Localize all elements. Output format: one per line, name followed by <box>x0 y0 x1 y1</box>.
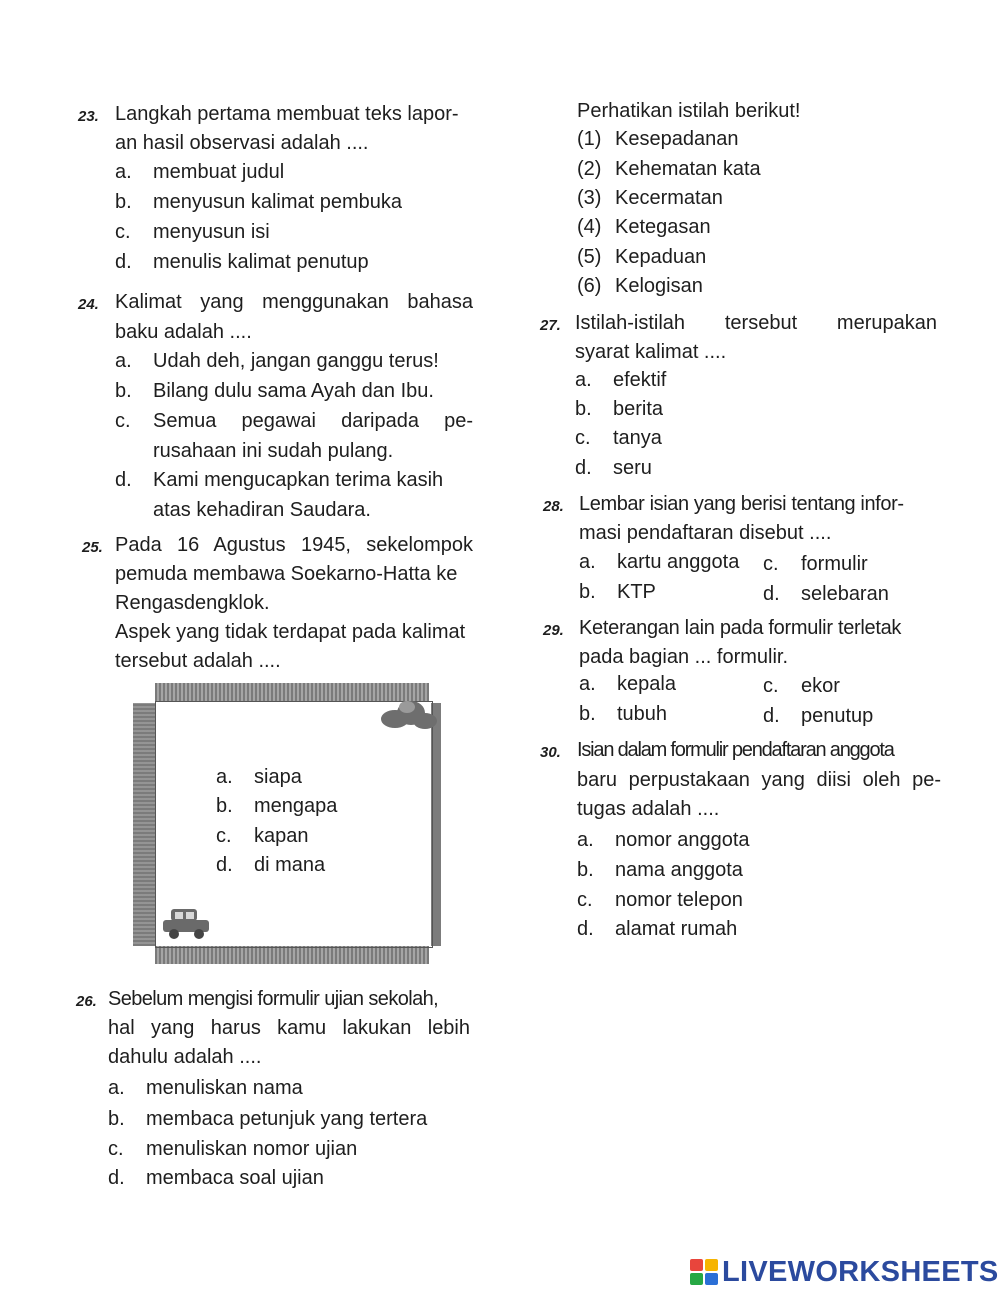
term-text: Kecermatan <box>615 187 723 209</box>
answer-option[interactable] <box>108 1077 303 1100</box>
option-letter: a. <box>115 350 132 372</box>
liveworksheets-watermark[interactable] <box>690 1257 999 1287</box>
option-letter: b. <box>115 191 132 213</box>
question-stem-line: baru perpustakaan yang diisi oleh pe- <box>577 769 941 791</box>
option-letter: d. <box>108 1167 125 1189</box>
answer-option[interactable] <box>115 350 439 373</box>
option-letter: b. <box>579 703 596 725</box>
question-stem-line: Isian dalam formulir pendaftaran anggota <box>577 739 894 761</box>
question-number: 30. <box>540 744 561 761</box>
term-item <box>577 158 761 181</box>
question-stem-line: hal yang harus kamu lakukan lebih <box>108 1017 470 1039</box>
answer-option[interactable] <box>575 369 666 392</box>
answer-option[interactable] <box>115 251 369 274</box>
watermark-text: LIVEWORKSHEETS <box>722 1255 999 1288</box>
option-text: Kami mengucapkan terima kasih <box>153 469 444 491</box>
question-prompt-line: tersebut adalah .... <box>115 650 281 672</box>
answer-option[interactable] <box>108 1108 427 1131</box>
question-stem-line: Istilah-istilah tersebut merupakan <box>575 312 937 334</box>
option-letter: b. <box>577 859 594 881</box>
answer-option[interactable] <box>577 829 750 852</box>
term-number: (5) <box>577 246 602 268</box>
option-text: Udah deh, jangan ganggu terus! <box>153 350 439 372</box>
option-letter: d. <box>763 583 780 605</box>
answer-option[interactable] <box>115 469 443 492</box>
answer-option[interactable] <box>579 551 739 574</box>
question-number: 26. <box>76 993 97 1010</box>
question-number: 24. <box>78 296 99 313</box>
answer-option[interactable] <box>579 581 656 604</box>
question-number: 23. <box>78 108 99 125</box>
question-stem-line: Pada 16 Agustus 1945, sekelompok <box>115 534 473 556</box>
option-text: nomor telepon <box>615 889 743 911</box>
answer-option[interactable] <box>115 380 434 403</box>
option-text: seru <box>613 457 652 479</box>
liveworksheets-logo-icon <box>690 1259 718 1285</box>
option-text: membuat judul <box>153 161 285 183</box>
option-letter: a. <box>108 1077 125 1099</box>
answer-option[interactable] <box>108 1167 324 1190</box>
question-stem-line: masi pendaftaran disebut .... <box>579 522 832 544</box>
question-stem-line: an hasil observasi adalah .... <box>115 132 369 154</box>
option-letter: d. <box>575 457 592 479</box>
option-text: selebaran <box>801 583 889 605</box>
option-text: menulis kalimat penutup <box>153 251 369 273</box>
option-text: kapan <box>254 825 309 847</box>
term-text: Kehematan kata <box>615 158 761 180</box>
question-stem-line: dahulu adalah .... <box>108 1046 262 1068</box>
option-text: nomor anggota <box>615 829 750 851</box>
answer-option[interactable] <box>575 457 652 480</box>
answer-option[interactable] <box>579 673 676 696</box>
answer-option[interactable] <box>115 191 402 214</box>
question-stem-line: Sebelum mengisi formulir ujian sekolah, <box>108 988 439 1010</box>
term-item <box>577 216 711 239</box>
question-stem-line: syarat kalimat .... <box>575 341 727 363</box>
option-letter: d. <box>216 854 233 876</box>
option-text: kartu anggota <box>617 551 740 573</box>
option-text: tubuh <box>617 703 668 725</box>
option-letter: a. <box>577 829 594 851</box>
answer-option[interactable] <box>763 705 873 728</box>
option-letter: b. <box>108 1108 125 1130</box>
option-text: menuliskan nomor ujian <box>146 1138 358 1160</box>
option-letter: d. <box>763 705 780 727</box>
option-text: Semua pegawai daripada pe- <box>153 410 473 432</box>
option-text: kepala <box>617 673 676 695</box>
answer-option[interactable] <box>216 795 337 818</box>
option-text: menuliskan nama <box>146 1077 303 1099</box>
option-text: formulir <box>801 553 868 575</box>
answer-option[interactable] <box>575 427 662 450</box>
option-letter: a. <box>579 673 596 695</box>
question-stem-line: Rengasdengklok. <box>115 592 270 614</box>
term-item <box>577 275 703 298</box>
option-text: siapa <box>254 766 302 788</box>
option-letter: c. <box>216 825 232 847</box>
term-text: Ketegasan <box>615 216 711 238</box>
answer-option[interactable] <box>216 854 325 877</box>
answer-option[interactable] <box>577 889 743 912</box>
option-letter: a. <box>575 369 592 391</box>
term-number: (1) <box>577 128 602 150</box>
option-text: nama anggota <box>615 859 743 881</box>
question-prompt-line: Aspek yang tidak terdapat pada kalimat <box>115 621 466 643</box>
option-letter: d. <box>115 251 132 273</box>
answer-option[interactable] <box>575 398 663 421</box>
option-text-continued: rusahaan ini sudah pulang. <box>153 440 394 462</box>
question-number: 27. <box>540 317 561 334</box>
answer-option[interactable] <box>579 703 667 726</box>
answer-option[interactable] <box>115 221 270 244</box>
car-icon <box>161 907 213 943</box>
option-text: tanya <box>613 427 662 449</box>
option-text: Bilang dulu sama Ayah dan Ibu. <box>153 380 434 402</box>
instruction-heading: Perhatikan istilah berikut! <box>577 100 801 122</box>
option-letter: c. <box>108 1138 124 1160</box>
term-text: Kepaduan <box>615 246 707 268</box>
option-text: menyusun kalimat pembuka <box>153 191 403 213</box>
term-item <box>577 246 706 269</box>
question-stem-line: Keterangan lain pada formulir terletak <box>579 617 902 639</box>
question-number: 29. <box>543 622 564 639</box>
option-letter: c. <box>577 889 593 911</box>
term-text: Kelogisan <box>615 275 703 297</box>
option-letter: a. <box>579 551 596 573</box>
answer-option[interactable] <box>577 918 737 941</box>
question-stem-line: Lembar isian yang berisi tentang infor- <box>579 493 904 515</box>
term-text: Kesepadanan <box>615 128 739 150</box>
question-stem-line: Kalimat yang menggunakan bahasa <box>115 291 473 313</box>
option-letter: b. <box>579 581 596 603</box>
term-item <box>577 128 738 151</box>
question-stem-line: pada bagian ... formulir. <box>579 646 789 668</box>
option-letter: a. <box>115 161 132 183</box>
option-letter: d. <box>115 469 132 491</box>
question-stem-line: pemuda membawa Soekarno-Hatta ke <box>115 563 458 585</box>
answer-option[interactable] <box>115 410 473 433</box>
option-letter: c. <box>575 427 591 449</box>
answer-option[interactable] <box>108 1138 357 1161</box>
answer-option[interactable] <box>216 766 302 789</box>
term-number: (2) <box>577 158 602 180</box>
answer-option[interactable] <box>577 859 743 882</box>
option-letter: c. <box>115 410 131 432</box>
answer-option[interactable] <box>216 825 309 848</box>
option-text-continued: atas kehadiran Saudara. <box>153 499 371 521</box>
option-text: efektif <box>613 369 667 391</box>
option-letter: b. <box>115 380 132 402</box>
option-letter: b. <box>216 795 233 817</box>
option-text: alamat rumah <box>615 918 738 940</box>
question-number: 28. <box>543 498 564 515</box>
option-text: membaca soal ujian <box>146 1167 324 1189</box>
option-text: di mana <box>254 854 326 876</box>
answer-option[interactable] <box>115 161 284 184</box>
option-letter: c. <box>763 675 779 697</box>
term-number: (3) <box>577 187 602 209</box>
option-letter: c. <box>763 553 779 575</box>
option-text: penutup <box>801 705 874 727</box>
answer-option[interactable] <box>763 675 840 698</box>
answer-option[interactable] <box>763 583 889 606</box>
answer-option[interactable] <box>763 553 868 576</box>
option-letter: a. <box>216 766 233 788</box>
option-text: berita <box>613 398 664 420</box>
option-letter: d. <box>577 918 594 940</box>
option-text: menyusun isi <box>153 221 270 243</box>
option-letter: b. <box>575 398 592 420</box>
term-number: (4) <box>577 216 602 238</box>
option-text: KTP <box>617 581 656 603</box>
cloud-icon <box>373 693 443 733</box>
question-stem-line: Langkah pertama membuat teks lapor- <box>115 103 459 125</box>
question-number: 25. <box>82 539 103 556</box>
option-text: membaca petunjuk yang tertera <box>146 1108 428 1130</box>
option-text: mengapa <box>254 795 338 817</box>
question-stem-line: tugas adalah .... <box>577 798 720 820</box>
term-number: (6) <box>577 275 602 297</box>
option-letter: c. <box>115 221 131 243</box>
option-text: ekor <box>801 675 840 697</box>
question-stem-line: baku adalah .... <box>115 321 252 343</box>
term-item <box>577 187 723 210</box>
